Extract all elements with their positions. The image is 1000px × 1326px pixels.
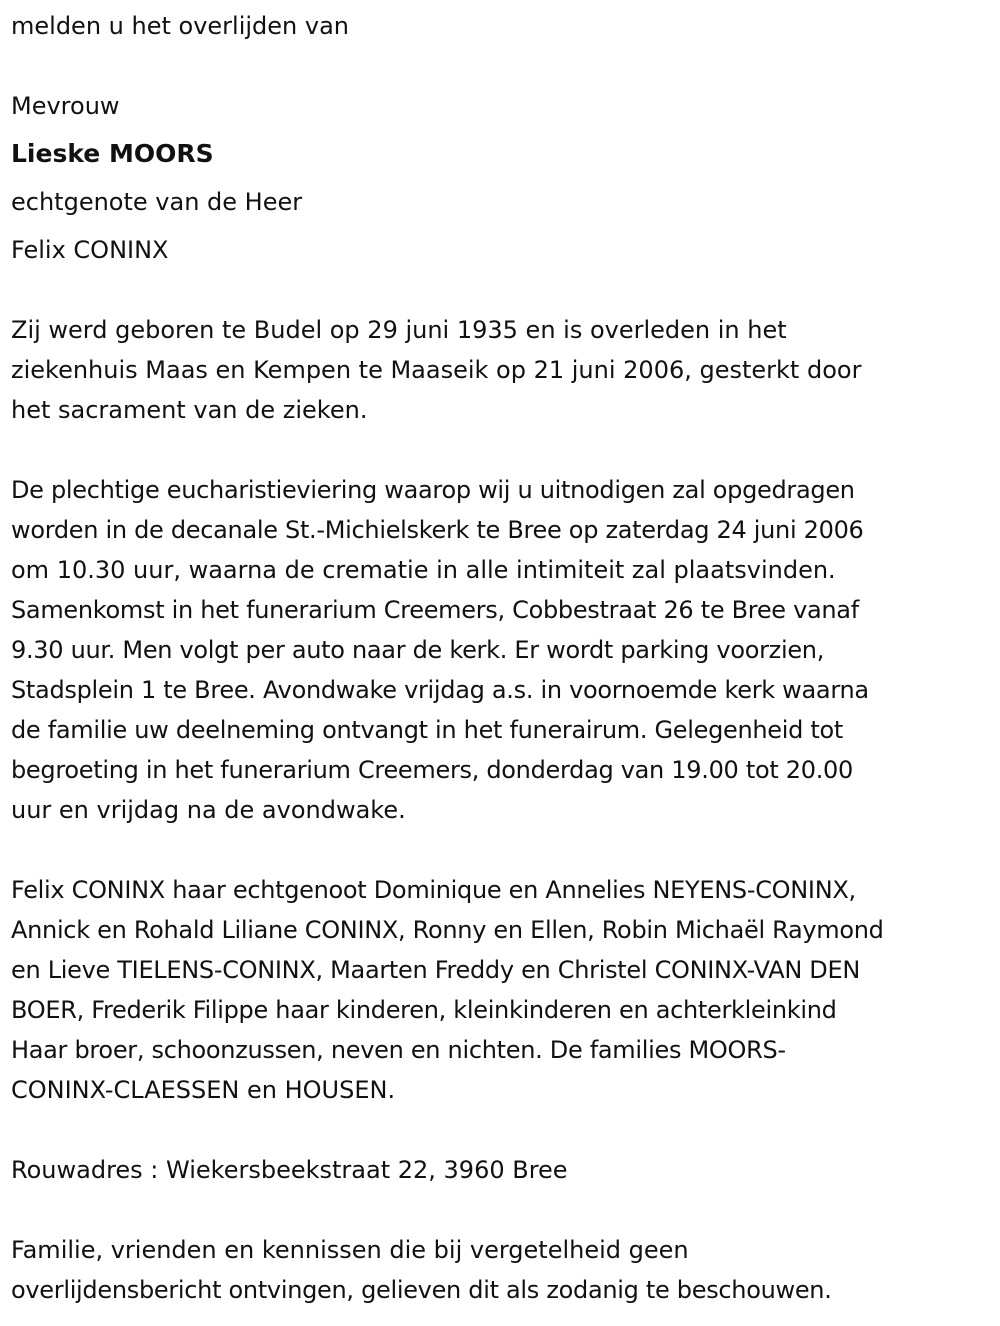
paragraph-line: CONINX-CLAESSEN en HOUSEN.	[11, 1076, 396, 1104]
closing-paragraph	[11, 1230, 996, 1310]
paragraph-line: overlijdensbericht ontvingen, gelieven dit als zodanig te beschouwen.	[11, 1276, 832, 1304]
paragraph-line: ziekenhuis Maas en Kempen te Maaseik op 21 juni 2006, gesterkt door	[11, 356, 862, 384]
spacer	[11, 1110, 996, 1150]
paragraph-line: Zij werd geboren te Budel op 29 juni 1935 en is overleden in het	[11, 316, 787, 344]
paragraph-line: Samenkomst in het funerarium Creemers, Cobbestraat 26 te Bree vanaf	[11, 596, 859, 624]
paragraph-line: 9.30 uur. Men volgt per auto naar de kerk. Er wordt parking voorzien,	[11, 636, 825, 664]
honorific: Mevrouw	[11, 92, 120, 120]
paragraph-line: Familie, vrienden en kennissen die bij vergetelheid geen	[11, 1236, 689, 1264]
spacer	[11, 430, 996, 470]
spacer	[11, 830, 996, 870]
paragraph-line: en Lieve TIELENS-CONINX, Maarten Freddy en Christel CONINX-VAN DEN	[11, 956, 860, 984]
paragraph-line: begroeting in het funerarium Creemers, donderdag van 19.00 tot 20.00	[11, 756, 853, 784]
paragraph-line: Felix CONINX haar echtgenoot Dominique en Annelies NEYENS-CONINX,	[11, 876, 856, 904]
paragraph-line: worden in de decanale St.-Michielskerk te Bree op zaterdag 24 juni 2006	[11, 516, 864, 544]
spouse-line-1: echtgenote van de Heer	[11, 188, 303, 216]
paragraph-line: BOER, Frederik Filippe haar kinderen, kleinkinderen en achterkleinkind	[11, 996, 837, 1024]
paragraph-line: Annick en Rohald Liliane CONINX, Ronny en Ellen, Robin Michaël Raymond	[11, 916, 884, 944]
mourning-address: Rouwadres : Wiekersbeekstraat 22, 3960 Bree	[11, 1156, 568, 1184]
spouse-line-2: Felix CONINX	[11, 236, 169, 264]
paragraph-line: het sacrament van de zieken.	[11, 396, 368, 424]
family-paragraph	[11, 870, 996, 1110]
intro-line: melden u het overlijden van	[11, 12, 349, 40]
paragraph-line: Stadsplein 1 te Bree. Avondwake vrijdag a.s. in voornoemde kerk waarna	[11, 676, 869, 704]
paragraph-line: Haar broer, schoonzussen, neven en nichten. De families MOORS-	[11, 1036, 786, 1064]
paragraph-line: de familie uw deelneming ontvangt in het funerairum. Gelegenheid tot	[11, 716, 843, 744]
deceased-name: Lieske MOORS	[11, 139, 214, 168]
paragraph-line: om 10.30 uur, waarna de crematie in alle intimiteit zal plaatsvinden.	[11, 556, 836, 584]
death-notice-document	[11, 0, 996, 1310]
spacer	[11, 46, 996, 86]
spacer	[11, 270, 996, 310]
spacer	[11, 1190, 996, 1230]
ceremony-paragraph	[11, 470, 996, 830]
birth-paragraph	[11, 310, 996, 430]
paragraph-line: uur en vrijdag na de avondwake.	[11, 796, 406, 824]
paragraph-line: De plechtige eucharistieviering waarop wij u uitnodigen zal opgedragen	[11, 476, 855, 504]
